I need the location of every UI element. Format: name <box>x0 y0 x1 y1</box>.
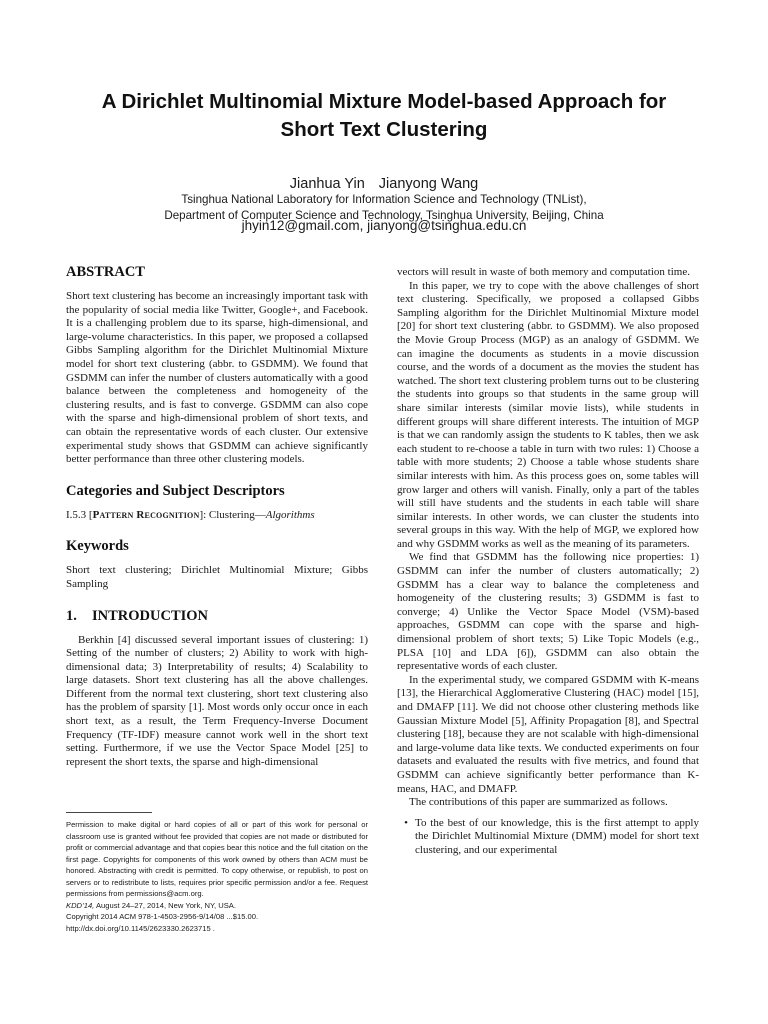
category-subject: ]: Clustering— <box>199 508 266 521</box>
left-column <box>66 262 368 769</box>
conference-info <box>66 900 368 912</box>
categories-heading: Categories and Subject Descriptors <box>66 482 285 499</box>
continued-paragraph: vectors will result in waste of both memory and computation time. <box>397 266 690 278</box>
conference-name: KDD’14, <box>66 900 95 910</box>
author-list <box>40 174 728 194</box>
abstract-heading: ABSTRACT <box>66 264 145 280</box>
copyright-line: Copyright 2014 ACM 978-1-4503-2956-9/14/08 ...$15.00. <box>66 912 259 921</box>
category-code: I.5.3 [ <box>66 508 93 521</box>
right-column <box>397 266 699 858</box>
title-line-1: A Dirichlet Multinomial Mixture Model-based Approach for <box>101 90 667 113</box>
intro-paragraph-1: Berkhin [4] discussed several important issues of clustering: 1) Setting of the number of clusters; 2) Ability to work with high-dimensional data; 3) Interpretability of results; 4) Scalability to large datasets. Short text clustering has all the above challenges. Different from the normal text clustering, short text clustering also has the problem of sparsity [1]. Most words only occur once in each short text, as a result, the Term Frequency-Inverse Document Frequency (TF-IDF) measure cannot work well in the short text setting. Furthermore, if we use the Vector Space Model [25] to represent the short texts, the sparse and high-dimensional <box>66 633 368 768</box>
author-name: Jianhua Yin <box>289 176 365 192</box>
bullet-icon: • <box>404 816 408 829</box>
paper-title <box>40 88 728 144</box>
abstract-body: Short text clustering has become an increasingly important task with the popularity of social media like Twitter, Google+, and Facebook. It is a challenging problem due to its sparse, high-dimensional, and large-volume characteristics. In this paper, we proposed a collapsed Gibbs Sampling algorithm for the Dirichlet Multinomial Mixture model for short text clustering (abbr. to GSDMM). We found that GSDMM can infer the number of clusters automatically with a good balance between the completeness and homogeneity of the clustering results, and is fast to converge. GSDMM can also cope with the sparse and high-dimensional problem of short texts, and can obtain the representative words of each cluster. Our extensive experimental study shows that GSDMM can achieve significantly better performance than three other clustering models. <box>66 290 368 466</box>
permission-text: Permission to make digital or hard copies of all or part of this work for personal or classroom use is granted without fee provided that copies are not made or distributed for profit or commercial advantage and that copies bear this notice and the full citation on the first page. Copyrights for components of this work owned by others than ACM must be honored. Abstracting with credit is permitted. To copy otherwise, or republish, to post on servers or to redistribute to lists, requires prior specific permission and/or a fee. Request permissions from permissions@acm.org. <box>66 820 368 898</box>
affiliation-line-2: Department of Computer Science and Technology, Tsinghua University, Beijing, China <box>164 208 604 222</box>
author-name: Jianyong Wang <box>378 176 479 192</box>
category-topic: Algorithms <box>265 508 315 521</box>
contribution-text: To the best of our knowledge, this is the first attempt to apply the Dirichlet Multinomial Mixture (DMM) model for short text clustering, and our experimental <box>415 816 699 856</box>
section-number: 1. <box>66 607 77 624</box>
intro-paragraph-5: The contributions of this paper are summarized as follows. <box>409 796 668 809</box>
keywords-heading: Keywords <box>66 538 129 555</box>
introduction-heading <box>66 606 368 626</box>
conference-details: August 24–27, 2014, New York, NY, USA. <box>94 900 236 910</box>
intro-paragraph-3: We find that GSDMM has the following nice properties: 1) GSDMM can infer the number of clusters automatically; 2) GSDMM has a clear way to balance the completeness and homogeneity of the clustering results; 3) GSDMM is fast to converge; 4) Unlike the Vector Space Model (VSM)-based approaches, GSDMM can cope with the sparse and high-dimensional problem of short texts; 5) Like Topic Models (e.g., PLSA [10] and LDA [6]), GSDMM can also obtain the representative words of each cluster. <box>397 551 699 673</box>
intro-paragraph-4: In the experimental study, we compared GSDMM with K-means [13], the Hierarchical Agglomerative Clustering (HAC) model [15], and DMAFP [11]. We did not choose other clustering methods like Gaussian Mixture Model [5], Affinity Propagation [8], and Spectral clustering [18], because they are not scalable with high-dimensional and large-volume data like texts. We conducted experiments on four datasets and evaluated the results with five metrics, and found that GSDMM can achieve significantly better performance than K-means, HAC, and DMAFP. <box>397 673 699 795</box>
affiliation-line-1: Tsinghua National Laboratory for Information Science and Technology (TNList), <box>181 193 587 206</box>
categories-body <box>66 509 368 523</box>
intro-paragraph-2: In this paper, we try to cope with the above challenges of short text clustering. Specifically, we proposed a collapsed Gibbs Sampling algorithm for the Dirichlet Multinomial Mixture model [20] for short text clustering (abbr. to GSDMM). We also proposed the Movie Group Process (MGP) as an analogy of GSDMM. We can imagine the documents as students in a movie discussion course, and the words of a document as the movies the student has watched. The short text clustering problem turns out to be clustering the students into groups so that students in the same group will share similar interests (similar movie lists), while students in different groups will share different interests. The intuition of MGP is that we can randomly assign the students to K tables, then we ask each student to re-choose a table in turn with two rules: 1) Choose a table with more students; 2) Choose a table whose students share similar interests with him. As this process goes on, some tables will grow larger and others will vanish. Finally, only a part of the tables will still have students and the students in each table will share similar interests. In other words, we can cluster the students into several groups in this way. With the help of MGP, we explored how and why GSDMM works as well as the meaning of its parameters. <box>397 279 699 550</box>
footnote-rule <box>66 812 152 813</box>
author-emails: jhyin12@gmail.com, jianyong@tsinghua.edu.cn <box>241 218 527 233</box>
title-line-2: Short Text Clustering <box>280 118 488 141</box>
doi-link[interactable]: http://dx.doi.org/10.1145/2623330.2623715 . <box>66 923 215 933</box>
contribution-list-item <box>397 817 699 858</box>
keywords-body: Short text clustering; Dirichlet Multinomial Mixture; Gibbs Sampling <box>66 564 368 590</box>
permission-block <box>66 812 368 934</box>
section-title: INTRODUCTION <box>92 607 209 624</box>
category-area: Pattern Recognition <box>92 508 200 521</box>
